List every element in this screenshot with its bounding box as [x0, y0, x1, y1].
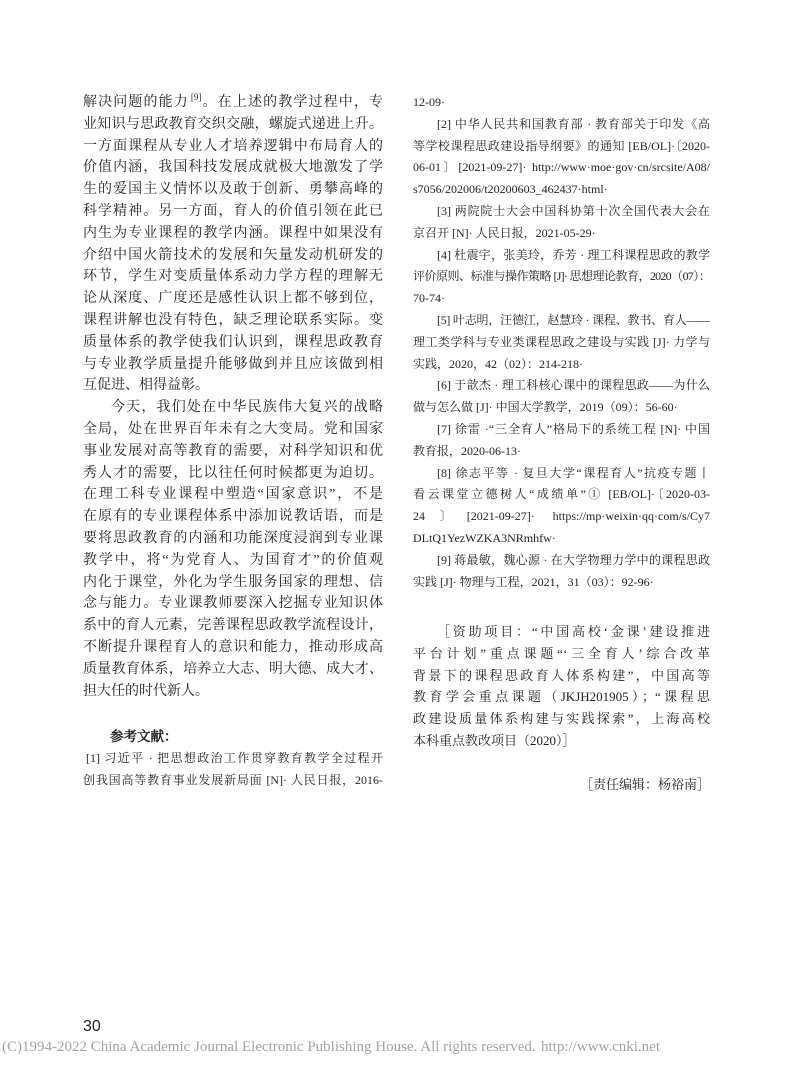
reference-line: 06-01〕[2021-09-27]· http://www·moe·gov·cn/srcsite/A08/	[413, 160, 710, 175]
body-line: 互促进、相得益彰。	[83, 378, 209, 394]
body-line: 一方面课程从专业人才培养逻辑中布局育人的	[83, 138, 383, 154]
body-line: 内化于课堂，外化为学生服务国家的理想、信	[83, 574, 383, 590]
reference-line: 做与怎么做 [J]· 中国大学教学，2019（09）：56-60·	[413, 400, 678, 415]
reference-line: [7] 徐雷 ·“三全育人”格局下的系统工程 [N]· 中国	[437, 421, 710, 436]
body-line: 质量教育体系，培养立大志、明大德、成大才、	[83, 661, 383, 677]
citation-mark: [9]	[190, 92, 202, 102]
body-line: 生的爱国主义情怀以及敢于创新、勇攀高峰的	[83, 182, 383, 198]
body-line: 质量体系的教学使我们认识到，课程思政教育	[83, 334, 383, 350]
reference-line: s7056/202006/t20200603_462437·html·	[413, 182, 608, 197]
funding-note-line: 教育学会重点课题（JKJH201905）；“课程思	[413, 689, 710, 705]
body-line: 在原有的专业课程体系中添加说教话语，而是	[83, 509, 383, 525]
body-line: 要将思政教育的内涵和功能深度浸润到专业课	[83, 530, 383, 546]
funding-note-line: 政建设质量体系构建与实践探索”，上海高校	[413, 711, 710, 727]
body-line: 论从深度、广度还是感性认识上都不够到位，	[83, 291, 383, 307]
body-line: 全局，处在世界百年未有之大变局。党和国家	[83, 421, 383, 437]
reference-line: DLtQ1YezWZKA3NRmhfw·	[413, 530, 556, 545]
body-line: 担大任的时代新人。	[83, 683, 209, 699]
reference-line: 实践，2020，42（02）：214-218·	[413, 356, 583, 371]
reference-line: 24〕[2021-09-27]· https://mp·weixin·qq·com/s/Cy7	[413, 509, 710, 524]
funding-note	[413, 621, 710, 752]
reference-line: 实践 [J]· 物理与工程，2021，31（03）：92-96·	[413, 574, 654, 589]
body-line: 价值内涵，我国科技发展成就极大地激发了学	[83, 160, 383, 176]
references-left-column	[83, 748, 383, 792]
reference-line: [3] 两院院士大会中国科协第十次全国代表大会在	[437, 203, 710, 218]
reference-line: [6] 于歆杰 · 理工科核心课中的课程思政——为什么	[437, 378, 710, 393]
body-line: 在理工科专业课程中塑造“国家意识”，不是	[83, 487, 383, 503]
body-line: 念与能力。专业课教师要深入挖掘专业知识体	[83, 596, 383, 612]
footer-url: http://www.cnki.net	[541, 1039, 661, 1055]
funding-note-line: 平台计划”重点课题“‘三全育人’综合改革	[413, 645, 710, 661]
reference-line: [5] 叶志明，汪德江，赵慧玲 · 课程、教书、育人——	[437, 312, 710, 327]
reference-line: [1] 习近平 · 把思想政治工作贯穿教育教学全过程开	[86, 751, 383, 765]
reference-line: [9] 蒋最敏，魏心源 · 在大学物理力学中的课程思政	[437, 552, 710, 567]
reference-line: [2] 中华人民共和国教育部 · 教育部关于印发《高	[437, 116, 710, 131]
reference-line: [8] 徐志平等 · 复旦大学“课程育人”抗疫专题丨	[437, 465, 710, 480]
body-line: 与专业教学质量提升能够做到并且应该做到相	[83, 356, 383, 372]
reference-line: 看云课堂立德树人“成绩单”① [EB/OL]·〔2020-03-	[413, 487, 710, 502]
body-line: 不断提升课程育人的意识和能力，推动形成高	[83, 639, 383, 655]
reference-line: 京召开 [N]· 人民日报，2021-05-29·	[413, 225, 596, 240]
reference-line: 70-74·	[413, 291, 445, 306]
body-line: 教学中，将“为党育人、为国育才”的价值观	[83, 552, 383, 568]
references-right-column	[413, 92, 710, 593]
reference-line: 理工类学科与专业类课程思政之建设与实践 [J]· 力学与	[413, 334, 710, 349]
reference-line: 教育报，2020-06-13·	[413, 443, 521, 458]
copyright-footer: (C)1994-2022 China Academic Journal Electronic Publishing House. All rights reserved.	[2, 1039, 536, 1055]
body-line: 科学精神。另一方面，育人的价值引领在此已	[83, 203, 383, 219]
body-line: 系中的育人元素，完善课程思政教学流程设计，	[83, 618, 383, 634]
body-text-column	[83, 92, 383, 702]
references-heading: 参考文献：	[110, 729, 178, 744]
reference-line: 等学校课程思政建设指导纲要》的通知 [EB/OL]·〔2020-	[413, 138, 710, 153]
page-number: 30	[83, 1018, 101, 1035]
body-line: 秀人才的需要，比以往任何时候都更为迫切。	[83, 465, 383, 481]
funding-note-line: 本科重点教改项目（2020）］	[413, 732, 576, 748]
reference-line: 12-09·	[413, 95, 445, 109]
body-line: 课程讲解也没有特色，缺乏理论联系实际。变	[83, 312, 383, 328]
reference-line: 创我国高等教育事业发展新局面 [N]· 人民日报，2016-	[83, 772, 383, 787]
editor-note: ［责任编辑：杨裕南］	[579, 777, 710, 792]
reference-line: [4] 杜震宇，张美玲，乔芳 · 理工科课程思政的教学	[437, 247, 710, 262]
body-line-text: 。在上述的教学过程中，专	[201, 95, 383, 110]
body-line: 今天，我们处在中华民族伟大复兴的战略	[111, 400, 383, 416]
body-line	[83, 92, 383, 114]
body-line: 内生为专业课程的教学内涵。课程中如果没有	[83, 225, 383, 241]
funding-note-line: 背景下的课程思政育人体系构建”，中国高等	[413, 667, 710, 683]
body-line: 环节，学生对变质量体系动力学方程的理解无	[83, 269, 383, 285]
reference-line: 评价原则、标准与操作策略 [J]· 思想理论教育，2020（07）：	[413, 269, 710, 284]
body-line-text: 解决问题的能力	[83, 95, 189, 110]
body-line: 介绍中国火箭技术的发展和矢量发动机研发的	[83, 247, 383, 263]
funding-note-line: ［资助项目：“中国高校‘金课’建设推进	[437, 624, 710, 639]
body-line: 业知识与思政教育交织交融，螺旋式递进上升。	[83, 116, 383, 132]
body-line: 事业发展对高等教育的需要，对科学知识和优	[83, 443, 383, 459]
